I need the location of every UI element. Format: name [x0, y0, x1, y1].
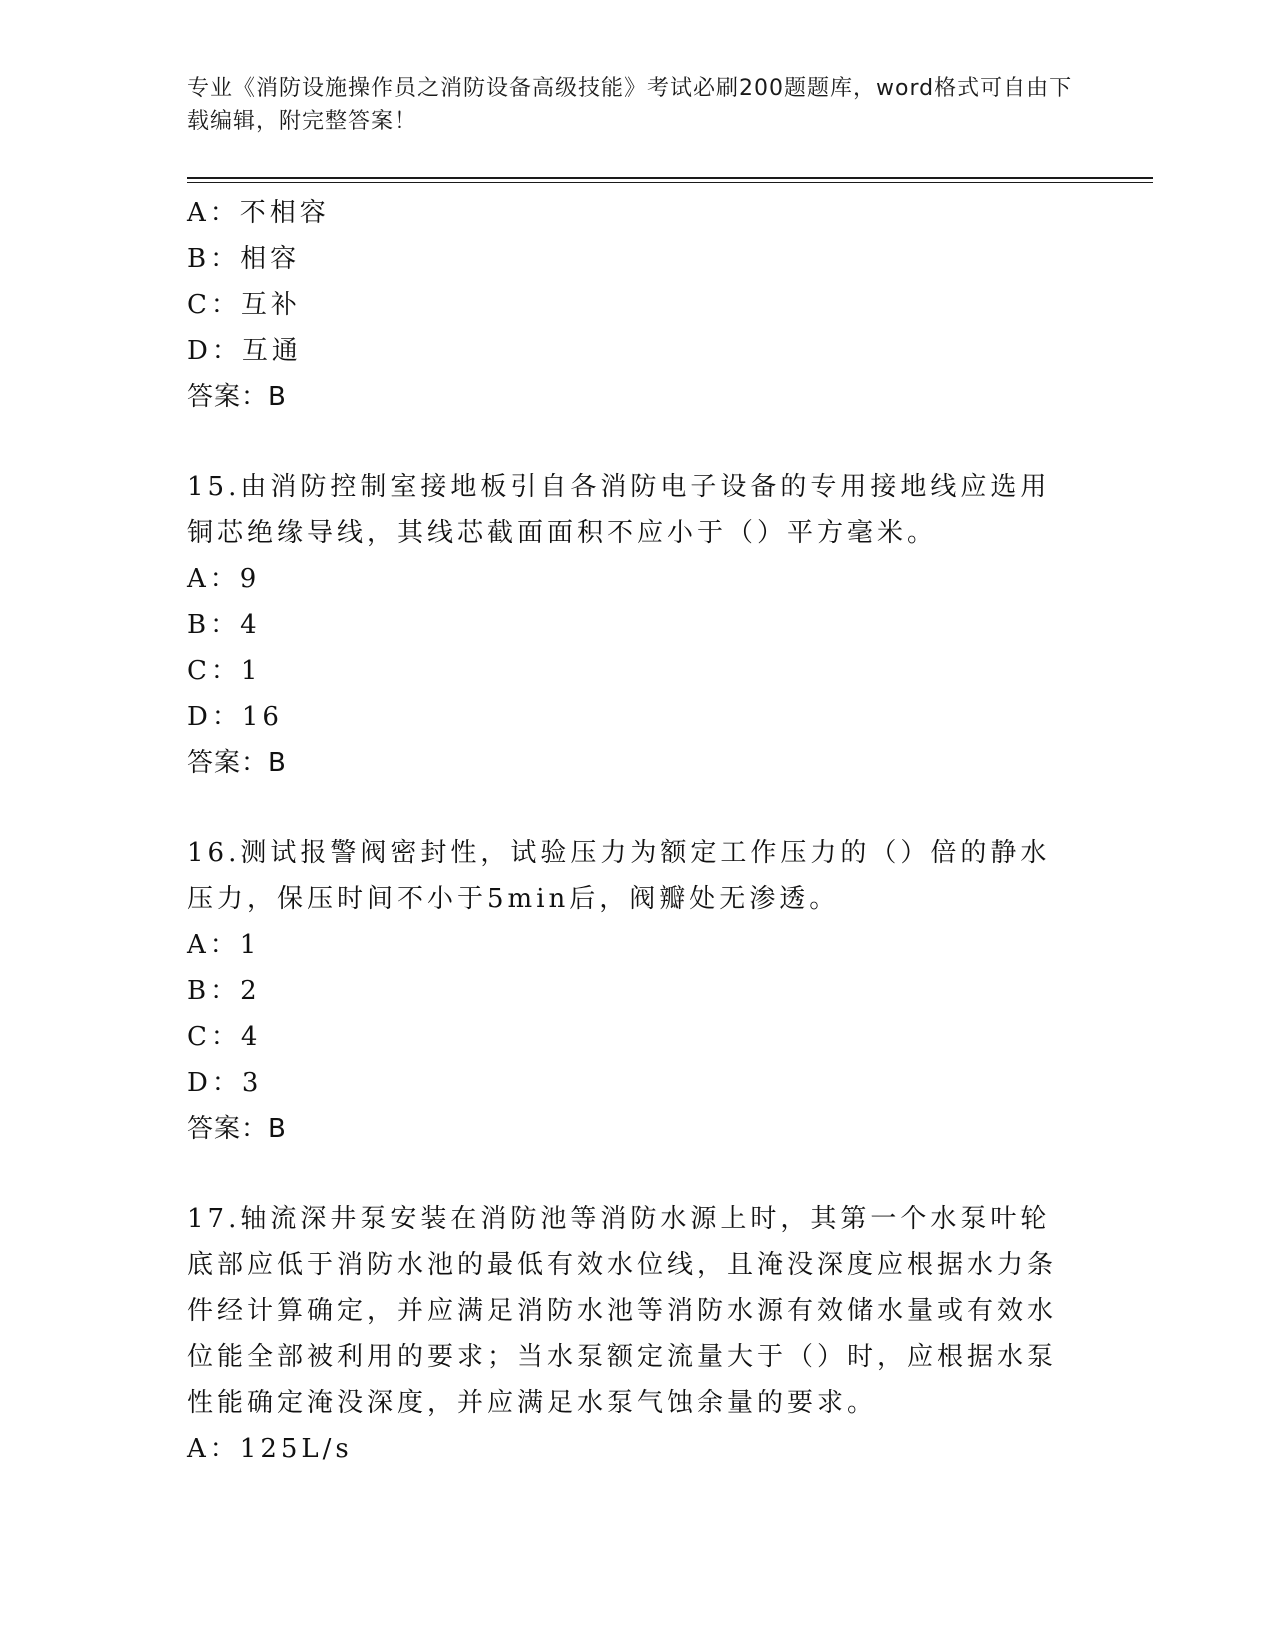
option-a: A：9: [187, 564, 261, 594]
option-d: D：3: [187, 1068, 263, 1098]
question-text: 17.轴流深井泵安装在消防池等消防水源上时，其第一个水泵叶轮底部应低于消防水池的最低有效水位线，且淹没深度应根据水力条件经计算确定，并应满足消防水池等消防水源有效储水量或有效水位能全部被利用的要求；当水泵额定流量大于（）时，应根据水泵性能确定淹没深度，并应满足水泵气蚀余量的要求。: [187, 1204, 1058, 1418]
header-divider-thin: [187, 182, 1153, 183]
answer-line: 答案：B: [187, 382, 287, 412]
option-a: A：125L/s: [187, 1434, 353, 1464]
document-body: [187, 190, 1087, 1472]
option-a: A：1: [187, 930, 261, 960]
option-d: D：16: [187, 702, 283, 732]
document-header: 专业《消防设施操作员之消防设备高级技能》考试必刷200题题库，word格式可自由下载编辑，附完整答案！: [187, 76, 1073, 134]
question-17-block: [187, 1196, 1087, 1472]
question-text: 16.测试报警阀密封性，试验压力为额定工作压力的（）倍的静水压力，保压时间不小于5min后，阀瓣处无渗透。: [187, 838, 1051, 914]
answer-line: 答案：B: [187, 1114, 287, 1144]
question-text: 15.由消防控制室接地板引自各消防电子设备的专用接地线应选用铜芯绝缘导线，其线芯截面面积不应小于（）平方毫米。: [187, 472, 1051, 548]
question-15-block: [187, 464, 1087, 786]
option-b: B：2: [187, 976, 261, 1006]
answer-line: 答案：B: [187, 748, 287, 778]
option-b: B：4: [187, 610, 261, 640]
option-b: B：相容: [187, 244, 301, 274]
option-d: D：互通: [187, 336, 302, 366]
option-c: C：互补: [187, 290, 301, 320]
header-divider: [187, 177, 1153, 179]
option-a: A：不相容: [187, 198, 330, 228]
question-14-block: [187, 190, 1087, 420]
option-c: C：4: [187, 1022, 262, 1052]
question-16-block: [187, 830, 1087, 1152]
option-c: C：1: [187, 656, 262, 686]
